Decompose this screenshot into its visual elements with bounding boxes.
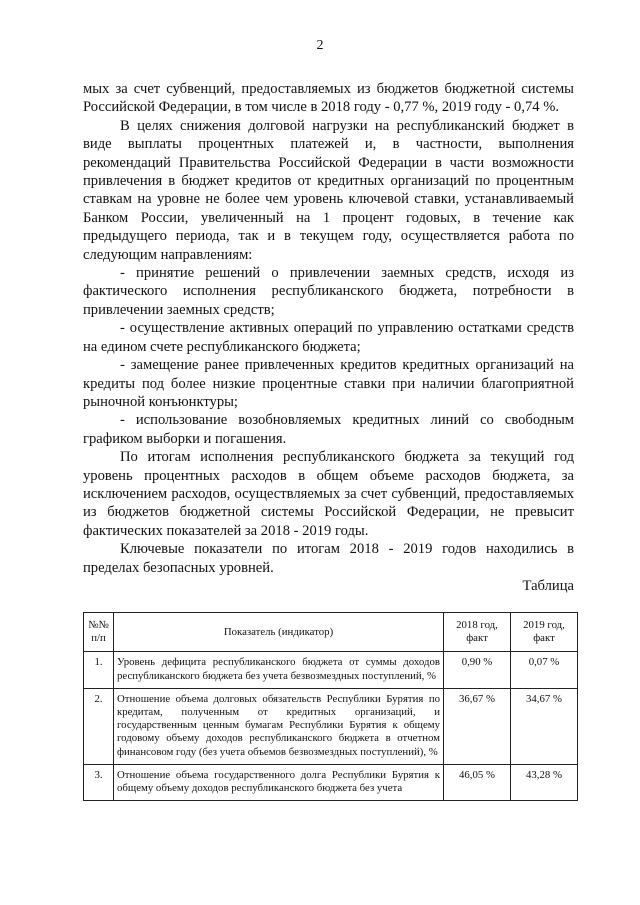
row-value-2018: 46,05 % [444, 764, 511, 800]
row-value-2019: 43,28 % [511, 764, 578, 800]
header-2018: 2018 год, факт [444, 613, 511, 652]
header-number: №№ п/п [84, 613, 114, 652]
table-row [84, 688, 578, 764]
list-item-loan-replacement: - замещение ранее привлеченных кредитов кредитных организаций на кредиты под более низкие процентные ставки при наличии благоприятной рыночной конъюнктуры; [83, 357, 574, 410]
row-indicator: Уровень дефицита республиканского бюджета от суммы доходов республиканского бюджета без учета безвозмездных поступлений, % [114, 652, 444, 688]
table-row [84, 652, 578, 688]
paragraph-key-indicators: Ключевые показатели по итогам 2018 - 2019 годов находились в пределах безопасных уровней. [83, 541, 574, 576]
row-indicator: Отношение объема государственного долга Республики Бурятия к общему объему доходов республиканского бюджета без учета [114, 764, 444, 800]
header-indicator: Показатель (индикатор) [114, 613, 444, 652]
row-value-2018: 0,90 % [444, 652, 511, 688]
table-header-row [84, 613, 578, 652]
paragraph-interest-expenses: По итогам исполнения республиканского бюджета за текущий год уровень процентных расходов в общем объеме расходов бюджета, за исключением расходов, осуществляемых за счет субвенций, предоставляемых из бюджетов бюджетной системы Российской Федерации, не превысит фактических показателей за 2018 - 2019 годы. [83, 449, 574, 539]
table-row [84, 764, 578, 800]
row-number: 1. [84, 652, 114, 688]
paragraph-debt-reduction: В целях снижения долговой нагрузки на республиканский бюджет в виде выплаты процентных платежей и, в частности, выполнения рекомендаций Правительства Российской Федерации в части возможности привлечения в бюджет кредитов от кредитных организаций по процентным ставкам на уровне не более чем уровень ключевой ставки, устанавливаемый Банком России, увеличенный на 1 процент годовых, в течение как предыдущего периода, так и в текущем году, осуществляется работа по следующим направлениям: [83, 117, 574, 263]
row-indicator: Отношение объема долговых обязательств Республики Бурятия по кредитам, полученным от кредитных организаций, и государственным ценным бумагам Республики Бурятия к общему годовому объему доходов республиканского бюджета в отчетном финансовом году (без учета объемов безвозмездных поступлений), % [114, 688, 444, 764]
row-number: 3. [84, 764, 114, 800]
list-item-revolving-credit: - использование возобновляемых кредитных линий со свободным графиком выборки и погашения. [83, 412, 574, 447]
row-value-2019: 0,07 % [511, 652, 578, 688]
body-text [83, 80, 574, 577]
row-value-2019: 34,67 % [511, 688, 578, 764]
table-caption: Таблица [522, 578, 574, 594]
indicators-table [83, 612, 578, 801]
page-number: 2 [316, 38, 324, 53]
row-number: 2. [84, 688, 114, 764]
list-item-active-operations: - осуществление активных операций по управлению остатками средств на едином счете республиканского бюджета; [83, 320, 574, 355]
paragraph-continuation: мых за счет субвенций, предоставляемых из бюджетов бюджетной системы Российской Федерации, в том числе в 2018 году - 0,77 %, 2019 году - 0,74 %. [83, 81, 574, 116]
header-2019: 2019 год, факт [511, 613, 578, 652]
list-item-borrowing-decisions: - принятие решений о привлечении заемных средств, исходя из фактического исполнения республиканского бюджета, потребности в привлечении заемных средств; [83, 265, 574, 318]
row-value-2018: 36,67 % [444, 688, 511, 764]
